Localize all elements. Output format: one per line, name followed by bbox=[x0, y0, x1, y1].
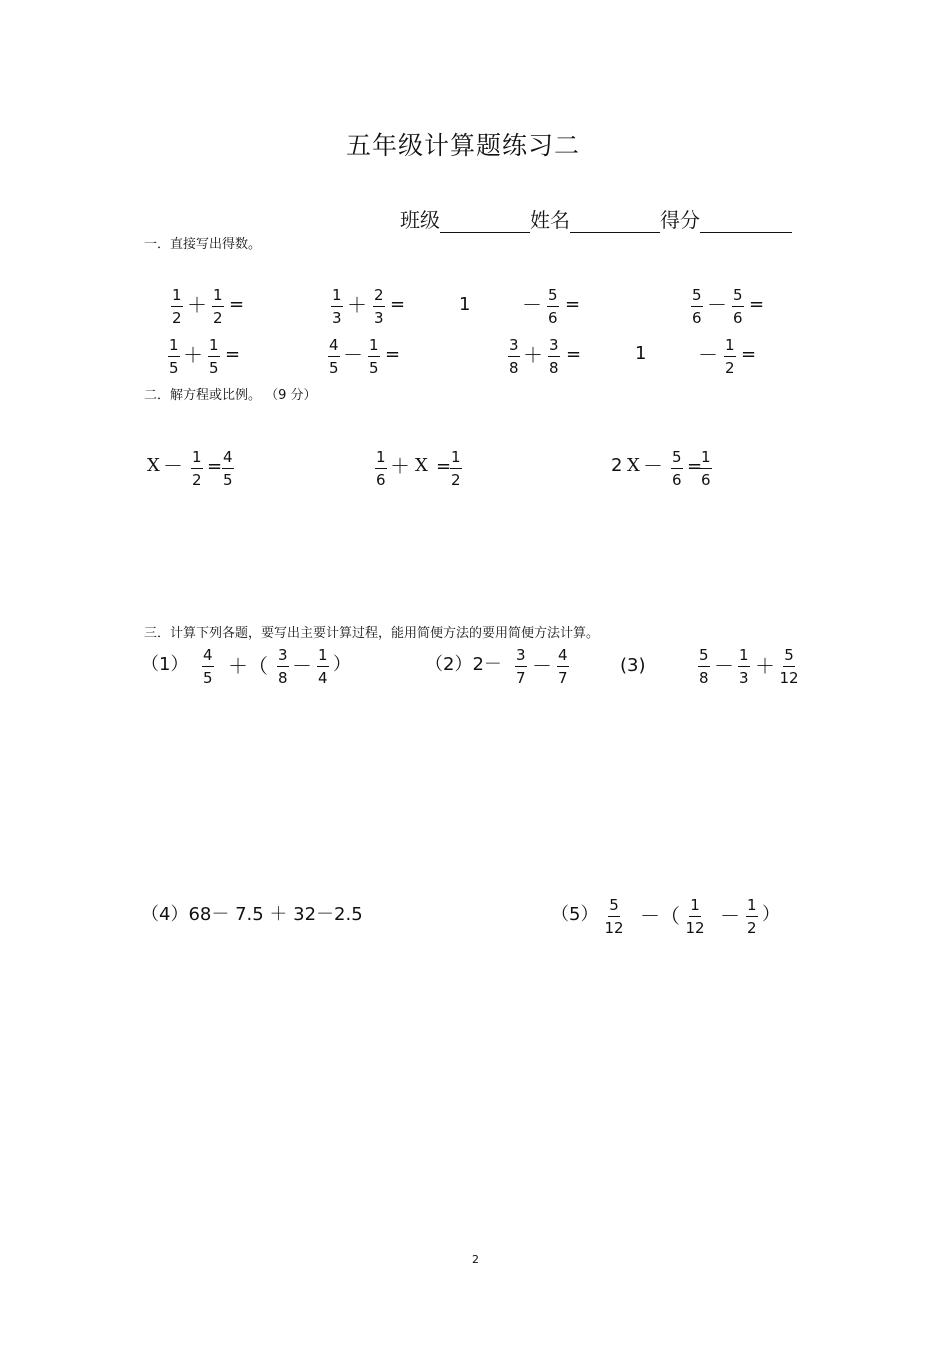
fraction-denominator: 7 bbox=[558, 669, 568, 687]
expression-text: = bbox=[687, 456, 703, 477]
fraction-numerator: 5 bbox=[547, 288, 559, 307]
fraction bbox=[191, 450, 203, 488]
fraction-numerator: 1 bbox=[368, 338, 380, 357]
student-info bbox=[400, 204, 792, 233]
expression-text: ＋ bbox=[755, 654, 775, 678]
fraction bbox=[277, 648, 289, 686]
fraction bbox=[208, 338, 220, 376]
fraction-numerator: 5 bbox=[671, 450, 683, 469]
fraction bbox=[171, 288, 183, 326]
fraction-numerator: 4 bbox=[328, 338, 340, 357]
fraction-denominator: 6 bbox=[672, 471, 682, 489]
fraction-denominator: 12 bbox=[779, 669, 799, 687]
fraction-numerator: 1 bbox=[738, 648, 750, 667]
expression-text: － bbox=[343, 343, 363, 367]
expression-text: （1） bbox=[141, 654, 189, 675]
fraction-denominator: 5 bbox=[169, 359, 179, 377]
fraction-denominator: 5 bbox=[209, 359, 219, 377]
class-label: 班级 bbox=[400, 208, 440, 232]
fraction-denominator: 4 bbox=[318, 669, 328, 687]
expression-text: = bbox=[207, 456, 223, 477]
score-blank[interactable] bbox=[700, 210, 792, 233]
fraction bbox=[547, 288, 559, 326]
fraction-denominator: 6 bbox=[376, 471, 386, 489]
fraction bbox=[691, 288, 703, 326]
fraction bbox=[700, 450, 712, 488]
fraction bbox=[202, 648, 214, 686]
fraction-numerator: 3 bbox=[277, 648, 289, 667]
expression-text: = bbox=[385, 344, 401, 365]
score-label: 得分 bbox=[660, 208, 700, 232]
fraction-denominator: 6 bbox=[548, 309, 558, 327]
fraction-numerator: 1 bbox=[331, 288, 343, 307]
fraction bbox=[373, 288, 385, 326]
fraction-denominator: 3 bbox=[374, 309, 384, 327]
expression-text: －（ bbox=[640, 904, 680, 928]
expression-text: － bbox=[163, 454, 183, 478]
fraction-denominator: 8 bbox=[699, 669, 709, 687]
fraction bbox=[222, 450, 234, 488]
expression-text: ＋ bbox=[523, 343, 543, 367]
name-label: 姓名 bbox=[530, 208, 570, 232]
fraction bbox=[375, 450, 387, 488]
fraction bbox=[724, 338, 736, 376]
fraction-numerator: 4 bbox=[222, 450, 234, 469]
expression-text: = bbox=[565, 294, 581, 315]
fraction-denominator: 8 bbox=[509, 359, 519, 377]
fraction bbox=[368, 338, 380, 376]
expression-text: ＋ bbox=[390, 454, 410, 478]
expression-text: = bbox=[436, 456, 452, 477]
fraction-denominator: 3 bbox=[332, 309, 342, 327]
fraction bbox=[515, 648, 527, 686]
expression-text: (3) bbox=[620, 655, 646, 676]
expression-text: = bbox=[225, 344, 241, 365]
fraction bbox=[746, 898, 758, 936]
fraction-numerator: 1 bbox=[689, 898, 701, 917]
fraction bbox=[671, 450, 683, 488]
fraction-denominator: 6 bbox=[733, 309, 743, 327]
expression-text: － bbox=[707, 293, 727, 317]
expression-text: 2 bbox=[611, 455, 623, 476]
class-blank[interactable] bbox=[440, 210, 530, 233]
expression-text: = bbox=[566, 344, 582, 365]
fraction-denominator: 2 bbox=[451, 471, 461, 489]
fraction bbox=[780, 648, 799, 686]
fraction-denominator: 2 bbox=[192, 471, 202, 489]
fraction-denominator: 3 bbox=[739, 669, 749, 687]
fraction bbox=[698, 648, 710, 686]
fraction-denominator: 2 bbox=[213, 309, 223, 327]
fraction bbox=[168, 338, 180, 376]
expression-text: － bbox=[643, 454, 663, 478]
fraction-denominator: 8 bbox=[278, 669, 288, 687]
fraction bbox=[212, 288, 224, 326]
fraction-numerator: 5 bbox=[783, 648, 795, 667]
expression-text: （4）68－ 7.5 ＋ 32－2.5 bbox=[141, 904, 363, 925]
page-title: 五年级计算题练习二 bbox=[346, 131, 581, 160]
expression-text: － bbox=[714, 654, 734, 678]
fraction bbox=[508, 338, 520, 376]
fraction-numerator: 5 bbox=[608, 898, 620, 917]
expression-text: ＋（ bbox=[228, 654, 268, 678]
expression-text: ） bbox=[762, 904, 780, 925]
fraction bbox=[738, 648, 750, 686]
expression-text: = bbox=[749, 294, 765, 315]
fraction-numerator: 1 bbox=[208, 338, 220, 357]
section-heading-2: 二．解方程或比例。 （9 分） bbox=[144, 388, 317, 403]
fraction-denominator: 2 bbox=[725, 359, 735, 377]
fraction bbox=[317, 648, 329, 686]
name-blank[interactable] bbox=[570, 210, 660, 233]
fraction-denominator: 6 bbox=[701, 471, 711, 489]
fraction-denominator: 7 bbox=[516, 669, 526, 687]
fraction bbox=[557, 648, 569, 686]
fraction-numerator: 4 bbox=[557, 648, 569, 667]
expression-text: = bbox=[390, 294, 406, 315]
expression-text: ＋ bbox=[183, 343, 203, 367]
fraction-numerator: 5 bbox=[732, 288, 744, 307]
fraction-numerator: 5 bbox=[698, 648, 710, 667]
fraction-numerator: 1 bbox=[746, 898, 758, 917]
fraction-denominator: 5 bbox=[329, 359, 339, 377]
fraction-numerator: 1 bbox=[212, 288, 224, 307]
expression-text: （5） bbox=[551, 904, 599, 925]
expression-text: － bbox=[720, 904, 740, 928]
expression-text: X bbox=[627, 455, 640, 476]
fraction-denominator: 6 bbox=[692, 309, 702, 327]
expression-text: － bbox=[292, 654, 312, 678]
fraction bbox=[732, 288, 744, 326]
expression-text: ） bbox=[333, 654, 351, 675]
fraction-numerator: 1 bbox=[700, 450, 712, 469]
fraction-numerator: 1 bbox=[375, 450, 387, 469]
expression-text: － bbox=[698, 343, 718, 367]
fraction bbox=[548, 338, 560, 376]
expression-text: － bbox=[522, 293, 542, 317]
fraction-denominator: 12 bbox=[685, 919, 705, 937]
section-heading-1: 一．直接写出得数。 bbox=[144, 237, 262, 252]
fraction-numerator: 1 bbox=[724, 338, 736, 357]
fraction-denominator: 5 bbox=[203, 669, 213, 687]
fraction bbox=[686, 898, 705, 936]
fraction bbox=[450, 450, 462, 488]
fraction bbox=[605, 898, 624, 936]
section-heading-3: 三．计算下列各题，要写出主要计算过程，能用简便方法的要用简便方法计算。 bbox=[144, 626, 600, 641]
fraction-denominator: 12 bbox=[604, 919, 624, 937]
fraction-numerator: 1 bbox=[317, 648, 329, 667]
fraction-numerator: 1 bbox=[191, 450, 203, 469]
expression-text: 1 bbox=[635, 343, 647, 364]
fraction-numerator: 1 bbox=[450, 450, 462, 469]
expression-text: X bbox=[415, 455, 428, 476]
expression-text: （2）2－ bbox=[425, 654, 502, 675]
fraction-numerator: 1 bbox=[168, 338, 180, 357]
expression-text: ＋ bbox=[347, 293, 367, 317]
fraction bbox=[328, 338, 340, 376]
fraction bbox=[331, 288, 343, 326]
expression-text: = bbox=[741, 344, 757, 365]
fraction-numerator: 1 bbox=[171, 288, 183, 307]
fraction-numerator: 3 bbox=[548, 338, 560, 357]
fraction-denominator: 2 bbox=[172, 309, 182, 327]
expression-text: － bbox=[532, 654, 552, 678]
fraction-numerator: 3 bbox=[515, 648, 527, 667]
expression-text: X bbox=[147, 455, 160, 476]
fraction-numerator: 5 bbox=[691, 288, 703, 307]
page-number: 2 bbox=[472, 1253, 479, 1266]
fraction-numerator: 3 bbox=[508, 338, 520, 357]
fraction-denominator: 5 bbox=[369, 359, 379, 377]
fraction-numerator: 2 bbox=[373, 288, 385, 307]
expression-text: 1 bbox=[459, 294, 471, 315]
expression-text: ＋ bbox=[187, 293, 207, 317]
fraction-denominator: 2 bbox=[747, 919, 757, 937]
expression-text: = bbox=[229, 294, 245, 315]
fraction-denominator: 8 bbox=[549, 359, 559, 377]
fraction-numerator: 4 bbox=[202, 648, 214, 667]
fraction-denominator: 5 bbox=[223, 471, 233, 489]
